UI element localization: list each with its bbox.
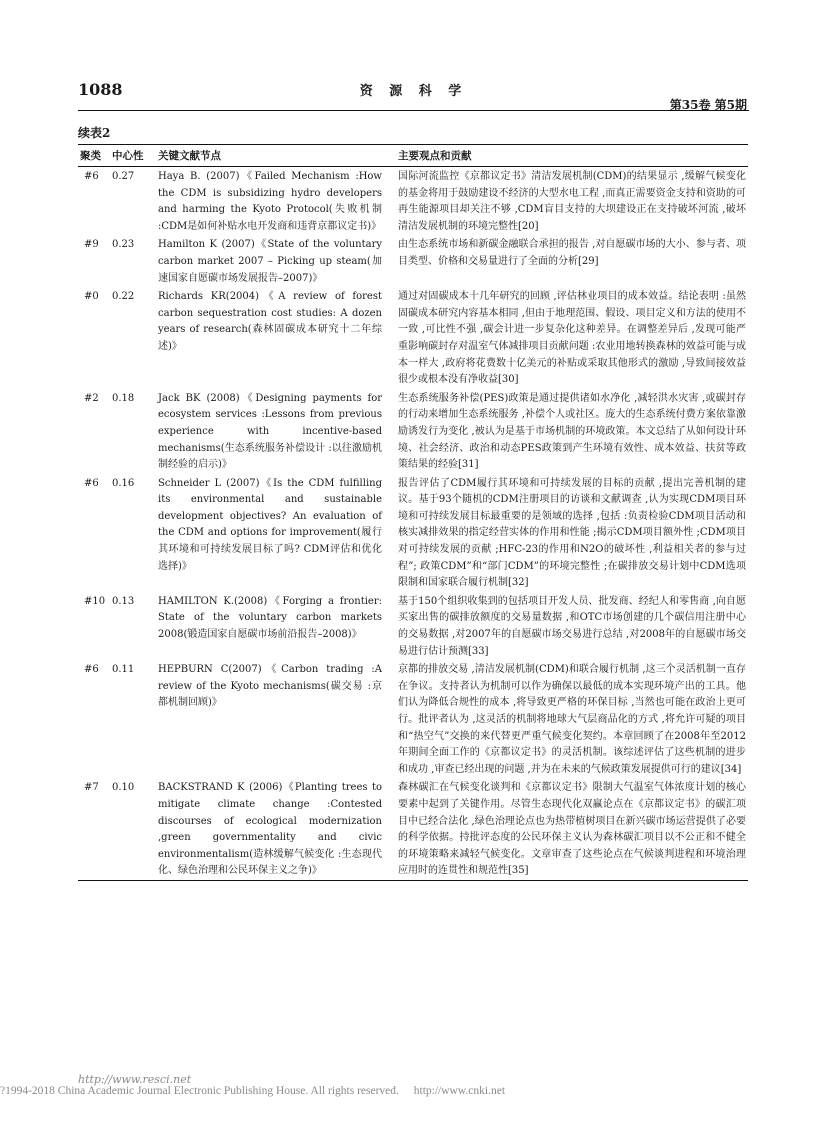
cell-view: 京都的排放交易 ,清洁发展机制(CDM)和联合履行机制 ,这三个灵活机制一直存在争议。支持者认为机制可以作为确保以最低的成本实现环境产出的工具。他们认为降低合规性的成本 ,将导致更严格的环保目标 ,当然也可能在政治上更可行。批评者认为 ,这灵活的机制将地球大气层商品化的方式 ,将允许可疑的项目和“热空气”交换的来代替更严重气候变化契约。本章回顾了在2008年至2012年期间全面工作的《京都议定书》的灵活机制。该综述评估了这些机制的进步和成功 ,审查已经出现的问题 ,并为在未来的气候政策发展提供可行的建议[34] (398, 664, 746, 775)
literature-table (78, 144, 748, 881)
cell-cluster: #2 (84, 392, 99, 404)
cell-view: 基于150个组织收集到的包括项目开发人员、批发商、经纪人和零售商 ,向自愿买家出售的碳排放额度的交易量数据 ,和OTC市场创建的几个碳信用注册中心的交易数据 ,对2007年的自愿碳市场交易进行总结 ,对2008年的自愿碳市场交易进行估计预测[33] (398, 595, 746, 657)
cell-reference: Hamilton K (2007)《State of the voluntary carbon market 2007 – Picking up steam(加速国家自愿碳市场发展报告–2007)》 (158, 239, 382, 284)
header-rule (78, 110, 749, 111)
literature-table-wrapper (78, 144, 748, 881)
cell-reference: Schneider L (2007)《Is the CDM fulfilling its environmental and sustainable development objectives? An evaluation of the CDM and options for improvement(履行其环境和可持续发展目标了吗? CDM评估和优化选择)》 (158, 477, 382, 572)
cell-reference: HEPBURN C(2007)《Carbon trading :A review of the Kyoto mechanisms(碳交易 :京都机制回顾)》 (158, 664, 382, 709)
cell-centrality: 0.27 (112, 171, 135, 182)
table-row (78, 287, 748, 389)
footer-copyright (0, 1085, 517, 1097)
column-header-centrality: 中心性 (110, 145, 156, 167)
table-row (78, 592, 748, 660)
column-header-reference: 关键文献节点 (156, 145, 396, 167)
cell-reference: Haya B. (2007)《Failed Mechanism :How the CDM is subsidizing hydro developers and harming the Kyoto Protocol(失败机制 :CDM是如何补贴水电开发商和违背京都议定书)》 (158, 171, 382, 232)
footer-journal-url[interactable]: http://www.resci.net (78, 1073, 192, 1086)
cell-reference: HAMILTON K.(2008)《Forging a frontier: State of the voluntary carbon markets 2008(锻造国家自愿碳市场前沿报告–2008)》 (158, 595, 382, 641)
cell-view: 通过对固碳成本十几年研究的回顾 ,评估林业项目的成本效益。结论表明 :虽然固碳成本研究内容基本相同 ,但由于地理范围、假设、项目定义和方法的使用不一致 ,可比性不强 ,碳会计进一步复杂化这种差异。在调整差异后 ,发现可能严重影响碳封存对温室气体减排项目贡献问题 :农业用地转换森林的效益可能与成本一样大 ,政府将花费数十亿美元的补贴或采取其他形式的激励 ,导致间接效益很少或根本没有净收益[30] (398, 291, 746, 386)
table-row (78, 778, 748, 880)
column-header-cluster: 聚类 (78, 145, 110, 167)
table-row (78, 167, 748, 236)
cell-centrality: 0.10 (110, 778, 156, 880)
cell-cluster: #6 (84, 664, 99, 676)
cell-view: 生态系统服务补偿(PES)政策是通过提供诸如水净化 ,减轻洪水灾害 ,或碳封存的行动来增加生态系统服务 ,补偿个人或社区。庞大的生态系统付费方案依靠激励诱发行为变化 ,被认为是基于市场机制的环境政策。本文总结了从如何设计环境、社会经济、政治和动态PES政策到产生环境有效性、成本效益、扶贫等政策结果的经验[31] (398, 392, 746, 471)
cell-cluster: #10 (84, 595, 106, 607)
volume-issue: 第35卷 第5期 (669, 98, 747, 112)
cell-reference: BACKSTRAND K (2006)《Planting trees to mitigate climate change :Contested discourses of ecological modernization ,green governmentality and civic environmentalism(造林缓解气候变化 :生态现代化、绿色治理和公民环保主义之争)》 (156, 778, 396, 880)
cell-cluster: #0 (84, 291, 99, 303)
table-header-row (78, 145, 748, 167)
cell-cluster: #6 (84, 477, 99, 489)
table-row (78, 389, 748, 474)
cell-centrality: 0.16 (112, 477, 135, 489)
column-header-view: 主要观点和贡献 (396, 145, 748, 167)
journal-title: 资 源 科 学 (359, 84, 468, 99)
table-row (78, 474, 748, 592)
cell-centrality: 0.22 (112, 291, 135, 303)
cell-view: 报告评估了CDM履行其环境和可持续发展的目标的贡献 ,提出完善机制的建议。基于93个随机的CDM注册项目的访谈和文献调查 ,认为实现CDM项目环境和可持续发展目标最重要的是领域的选择 ,包括 :负责检验CDM项目活动和核实减排效果的指定经营实体的作用和性能 ;揭示CDM项目额外性 ;CDM项目对可持续发展的贡献 ;HFC-23的作用和N2O的破坏性 ,利益相关者的参与过程”; 政策CDM”和“部门CDM”的环境完整性 ;在碳排放交易计划中CDM选项限制和国家联合履行机制[32] (398, 477, 746, 589)
cell-view: 由生态系统市场和新碳金融联合承担的报告 ,对自愿碳市场的大小、参与者、项目类型、价格和交易量进行了全面的分析[29] (398, 239, 746, 267)
cell-centrality: 0.23 (112, 239, 135, 251)
cell-cluster: #7 (78, 778, 110, 880)
page-number: 1088 (78, 80, 123, 99)
cell-view: 森林碳汇在气候变化谈判和《京都议定书》限制大气温室气体浓度计划的核心要素中起到了关键作用。尽管生态现代化双赢论点在《京都议定书》的碳汇项目中已经合法化 ,绿色治理论点也为热带植树项目在新兴碳市场运营提供了必要的科学依据。持批评态度的公民环保主义认为森林碳汇项目以不公正和不健全的环境策略来减轻气候变化。文章审查了这些论点在气候谈判进程和环境治理应用时的连贯性和规范性[35] (396, 778, 748, 880)
cell-view: 国际河流监控《京都议定书》清洁发展机制(CDM)的结果显示 ,缓解气候变化的基金将用于鼓励建设不经济的大型水电工程 ,而真正需要资金支持和资助的可再生能源项目却关注不够 ,CDM盲目支持的大坝建设正在支持破坏河流 ,破坏清洁发展机制的环境完整性[20] (398, 171, 746, 232)
cnki-link[interactable]: http://www.cnki.net (413, 1085, 506, 1097)
copyright-text: ?1994-2018 China Academic Journal Electronic Publishing House. All rights reserved. (0, 1085, 399, 1097)
cell-cluster: #6 (84, 171, 99, 182)
cell-cluster: #9 (84, 239, 99, 251)
table-caption: 续表2 (78, 126, 111, 140)
cell-centrality: 0.18 (112, 392, 135, 404)
cell-centrality: 0.11 (112, 664, 135, 676)
cell-reference: Richards KR(2004)《A review of forest carbon sequestration cost studies: A dozen years of research(森林固碳成本研究十二年综述)》 (158, 291, 382, 352)
cell-reference: Jack BK (2008)《Designing payments for ecosystem services :Lessons from previous experience with incentive-based mechanisms(生态系统服务补偿设计 :以往激励机制经验的启示)》 (158, 392, 382, 471)
cell-centrality: 0.13 (112, 595, 135, 607)
table-row (78, 660, 748, 778)
table-row (78, 235, 748, 287)
